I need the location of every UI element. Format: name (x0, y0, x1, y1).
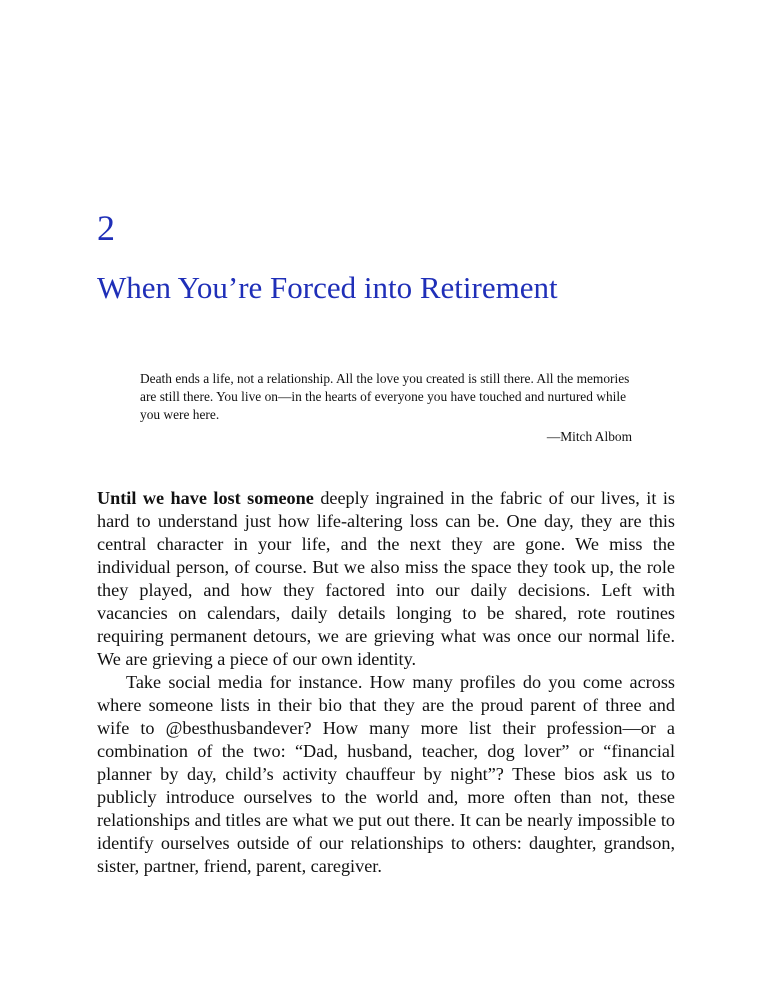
epigraph-attribution: —Mitch Albom (546, 429, 632, 444)
paragraph-lead-in: Until we have lost someone (97, 488, 314, 508)
paragraph (97, 671, 675, 878)
paragraph-text: Take social media for instance. How many profiles do you come across where someone lists in their bio that they are the proud parent of three and wife to @besthusbandever? How many more list their profession—or a combination of the two: “Dad, husband, teacher, dog lover” or “financial planner by day, child’s activity chauffeur by night”? These bios ask us to publicly introduce ourselves to the world and, more often than not, these relationships and titles are what we put out there. It can be nearly impossible to identify ourselves outside of our relationships to others: daughter, grandson, sister, partner, friend, parent, caregiver. (97, 672, 675, 876)
body-text (97, 487, 675, 878)
chapter-number: 2 (97, 208, 115, 248)
epigraph-quote: Death ends a life, not a relationship. All the love you created is still there. All the memories are still there. You live on—in the hearts of everyone you have touched and nurtured while you were here. (140, 371, 630, 422)
chapter-title: When You’re Forced into Retirement (97, 270, 558, 305)
paragraph-text: deeply ingrained in the fabric of our lives, it is hard to understand just how life-altering loss can be. One day, they are this central character in your life, and the next they are gone. We miss the individual person, of course. But we also miss the space they took up, the role they played, and how they factored into our daily decisions. Left with vacancies on calendars, daily details longing to be shared, rote routines requiring permanent detours, we are grieving what was once our normal life. We are grieving a piece of our own identity. (97, 488, 676, 669)
paragraph (97, 487, 675, 671)
